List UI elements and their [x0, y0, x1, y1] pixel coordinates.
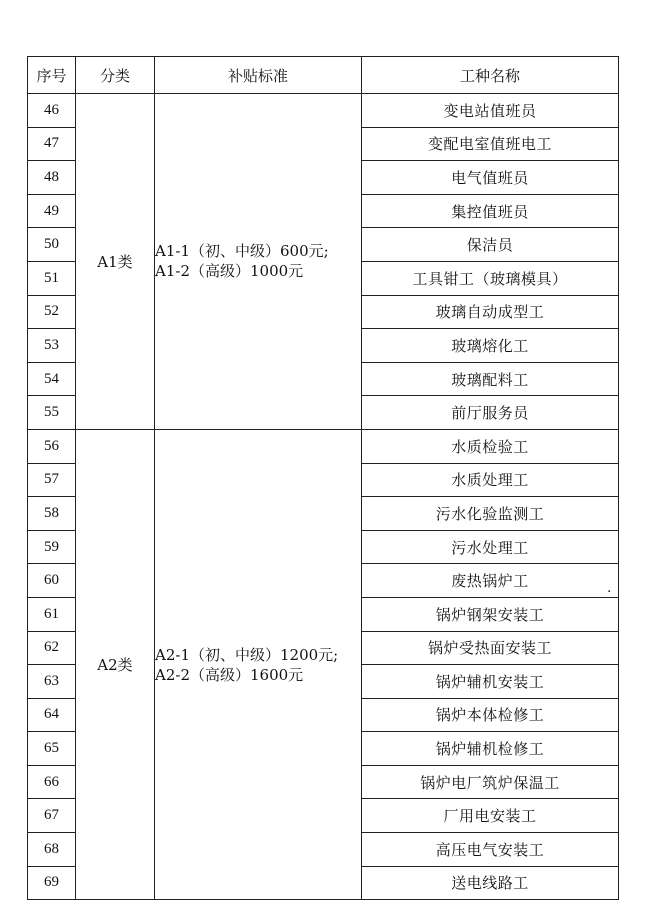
job-name-cell: 高压电气安装工 [362, 833, 619, 867]
serial-number-cell: 57 [28, 463, 76, 497]
serial-number-cell: 58 [28, 497, 76, 531]
job-name-cell: 变配电室值班电工 [362, 127, 619, 161]
serial-number-cell: 61 [28, 597, 76, 631]
job-name-cell: 锅炉本体检修工 [362, 698, 619, 732]
serial-number-cell: 53 [28, 329, 76, 363]
serial-number-cell: 65 [28, 732, 76, 766]
job-name-cell: 电气值班员 [362, 161, 619, 195]
subsidy-standard-line: A1-1（初、中级）600元; [155, 242, 329, 261]
job-name-cell: 锅炉钢架安装工 [362, 597, 619, 631]
subsidy-table [27, 56, 619, 900]
job-name-cell: 前厅服务员 [362, 396, 619, 430]
job-name-cell: 水质处理工 [362, 463, 619, 497]
job-name-cell: 送电线路工 [362, 866, 619, 900]
serial-number-cell: 64 [28, 698, 76, 732]
serial-number-cell: 68 [28, 833, 76, 867]
serial-number-cell: 51 [28, 261, 76, 295]
subsidy-standard-line: A2-2（高级）1600元 [155, 665, 304, 684]
job-name-cell: 玻璃自动成型工 [362, 295, 619, 329]
job-name-cell: 工具钳工（玻璃模具） [362, 261, 619, 295]
serial-number-cell: 67 [28, 799, 76, 833]
job-name-cell: 水质检验工 [362, 429, 619, 463]
header-standard: 补贴标准 [155, 57, 362, 94]
table-header-row [28, 57, 619, 94]
serial-number-cell: 46 [28, 94, 76, 128]
serial-number-cell: 55 [28, 396, 76, 430]
subsidy-standard-line: A1-2（高级）1000元 [155, 262, 304, 281]
serial-number-cell: 50 [28, 228, 76, 262]
job-name-cell: 玻璃配料工 [362, 362, 619, 396]
subsidy-standard-cell [155, 94, 362, 430]
serial-number-cell: 69 [28, 866, 76, 900]
job-name-cell: 变电站值班员 [362, 94, 619, 128]
job-name-cell: 废热锅炉工 [362, 564, 619, 598]
table-body [28, 94, 619, 900]
serial-number-cell: 63 [28, 665, 76, 699]
job-name-cell: 保洁员 [362, 228, 619, 262]
job-name-cell: 锅炉电厂筑炉保温工 [362, 765, 619, 799]
job-name-cell: 厂用电安装工 [362, 799, 619, 833]
table-row [28, 429, 619, 463]
job-name-cell: 集控值班员 [362, 194, 619, 228]
job-name-cell: 污水处理工 [362, 530, 619, 564]
job-name-cell: 锅炉辅机安装工 [362, 665, 619, 699]
table-row [28, 94, 619, 128]
header-job-name: 工种名称 [362, 57, 619, 94]
serial-number-cell: 52 [28, 295, 76, 329]
subsidy-standard-line: A2-1（初、中级）1200元; [155, 645, 339, 664]
serial-number-cell: 62 [28, 631, 76, 665]
serial-number-cell: 59 [28, 530, 76, 564]
subsidy-standard-cell [155, 429, 362, 899]
serial-number-cell: 66 [28, 765, 76, 799]
serial-number-cell: 60 [28, 564, 76, 598]
job-name-cell: 污水化验监测工 [362, 497, 619, 531]
serial-number-cell: 49 [28, 194, 76, 228]
serial-number-cell: 48 [28, 161, 76, 195]
job-name-cell: 锅炉受热面安装工 [362, 631, 619, 665]
category-cell: A2类 [76, 429, 155, 899]
stray-dot-mark: . [607, 580, 612, 596]
category-cell: A1类 [76, 94, 155, 430]
header-serial: 序号 [28, 57, 76, 94]
job-name-cell: 玻璃熔化工 [362, 329, 619, 363]
serial-number-cell: 56 [28, 429, 76, 463]
header-category: 分类 [76, 57, 155, 94]
job-name-cell: 锅炉辅机检修工 [362, 732, 619, 766]
serial-number-cell: 54 [28, 362, 76, 396]
serial-number-cell: 47 [28, 127, 76, 161]
